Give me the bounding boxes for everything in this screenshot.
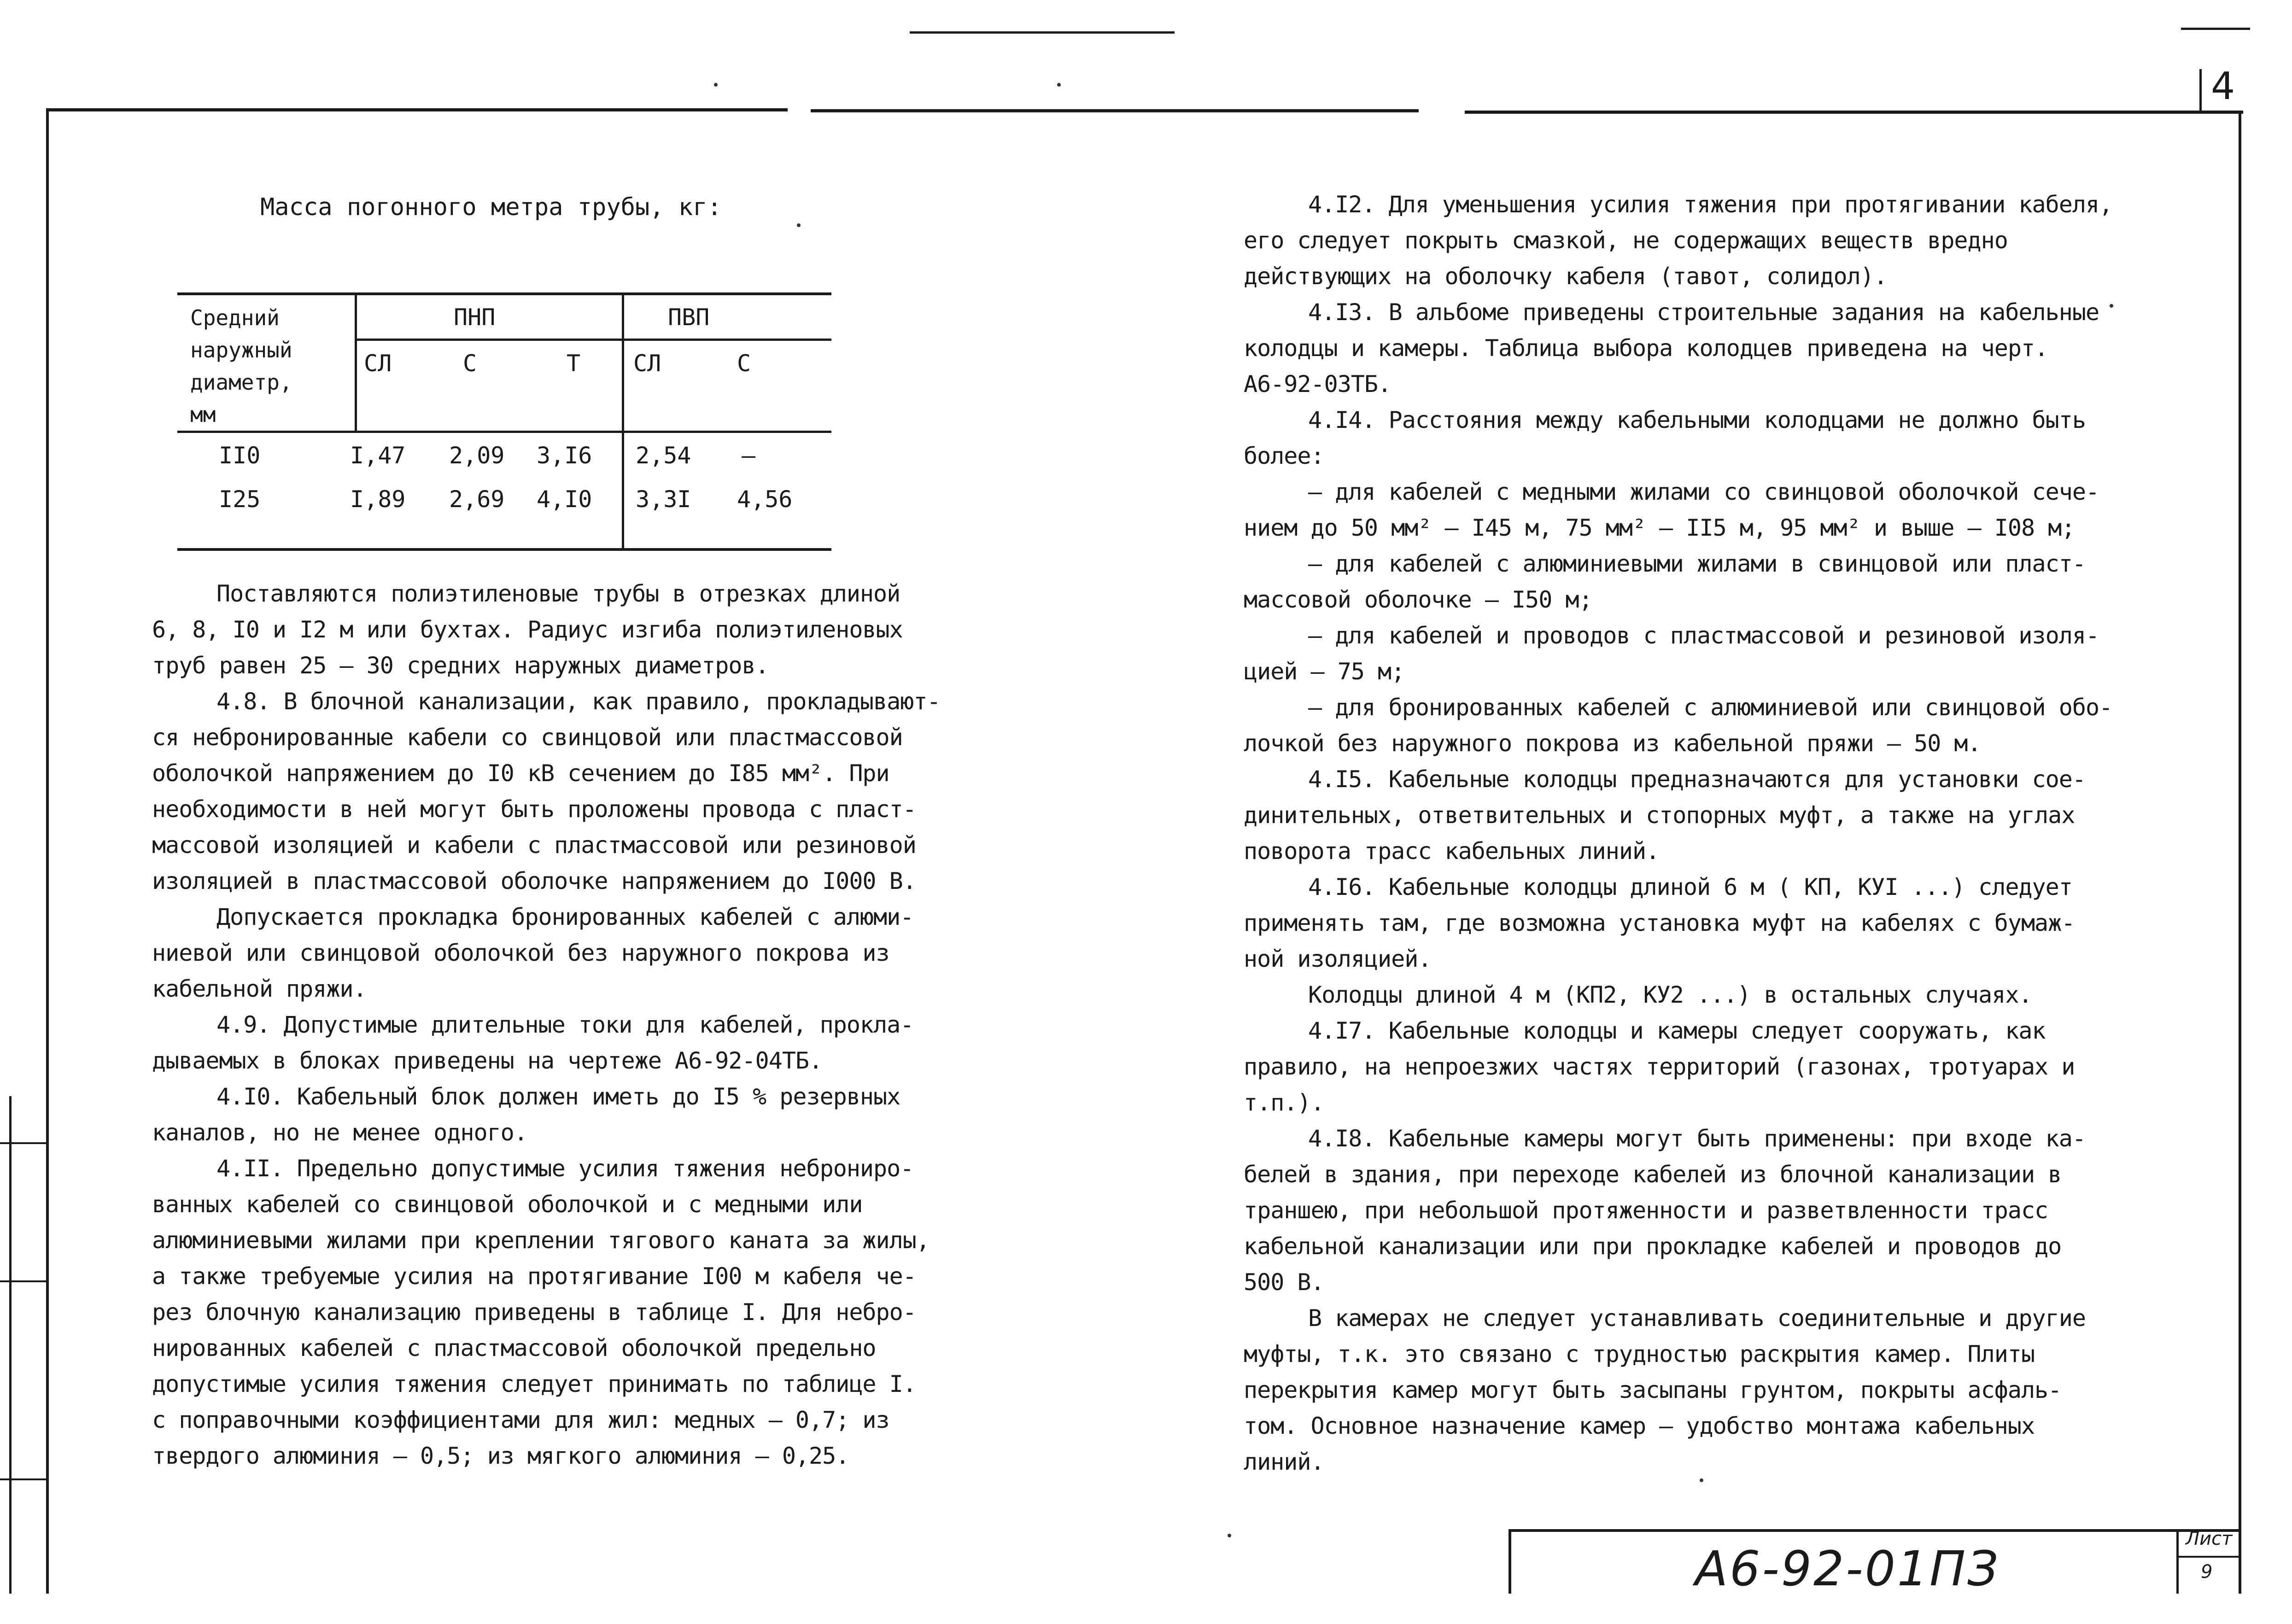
text-line: дываемых в блоках приведены на чертеже А6-92-04ТБ. [152,1047,823,1074]
text-line: ниевой или свинцовой оболочкой без наружного покрова из [152,940,889,966]
pipe-mass-table [177,292,831,553]
text-line: цией – 75 м; [1244,658,1405,685]
text-line: 4.I8. Кабельные камеры могут быть применены: при входе ка- [1308,1125,2086,1152]
text-line: необходимости в ней могут быть проложены провода с пласт- [152,796,916,823]
text-line: колодцы и камеры. Таблица выбора колодцев приведена на черт. [1244,335,2048,362]
table-cell: 4,56 [737,486,793,513]
scan-dot [2110,304,2113,308]
text-line: – для кабелей с медными жилами со свинцовой оболочкой сече- [1308,479,2099,505]
scan-dot [714,83,718,87]
table-cell: 3,I6 [537,442,592,469]
top-right-mark [2181,28,2250,30]
frame-top-border [1465,111,2243,114]
text-line: нием до 50 мм² – I45 м, 75 мм² – II5 м, 95 мм² и выше – I08 м; [1244,514,2075,541]
paragraph [152,1079,1018,1151]
text-line: лочкой без наружного покрова из кабельной пряжи – 50 м. [1244,730,1981,757]
text-line: перекрытия камер могут быть засыпаны грунтом, покрыты асфаль- [1244,1377,2062,1403]
text-line: более: [1244,443,1324,469]
paragraph [1244,761,2183,869]
row-diameter: I25 [219,486,261,513]
table-cell: I,89 [350,486,406,513]
stamp-sheet-divider [2176,1529,2179,1594]
binding-margin-line [9,1096,12,1594]
text-line: ной изоляцией. [1244,946,1432,972]
paragraph [1244,1013,2183,1121]
scan-dot [1228,1534,1231,1537]
text-line: Поставляются полиэтиленовые трубы в отрезках длиной [216,580,900,607]
text-line: применять там, где возможна установка муфт на кабелях с бумаж- [1244,910,2075,936]
sheet-number: 9 [2201,1561,2213,1583]
table-cell: 2,09 [449,442,505,469]
text-line: с поправочными коэффициентами для жил: медных – 0,7; из [152,1407,889,1433]
frame-right-border [2239,111,2241,1594]
row-header-line: Средний [190,305,280,330]
text-line: алюминиевыми жилами при креплении тягового каната за жилы, [152,1227,930,1254]
subheader-t: Т [567,350,581,377]
text-line: Допускается прокладка бронированных кабелей с алюми- [216,904,914,930]
paragraph [1244,618,2183,689]
text-line: каналов, но не менее одного. [152,1119,527,1146]
subheader-sl: СЛ [364,350,392,377]
text-line: кабельной канализации или при прокладке кабелей и проводов до [1244,1233,2062,1260]
text-line: – для кабелей и проводов с пластмассовой и резиновой изоля- [1308,622,2099,649]
text-line: том. Основное назначение камер – удобство монтажа кабельных [1244,1413,2035,1439]
paragraph [152,899,1018,1007]
table-cell: I,47 [350,442,406,469]
table-top-rule [177,292,831,295]
page-number-divider [2199,69,2202,113]
table-subheader-rule [355,339,831,341]
table-cell: 2,69 [449,486,505,513]
paragraph [1244,294,2183,402]
group-header-pnp: ПНП [454,304,496,331]
subheader-s: С [737,350,751,377]
row-diameter: II0 [219,442,261,469]
scan-dot [797,223,801,227]
text-line: рез блочную канализацию приведены в таблице I. Для небро- [152,1299,916,1326]
text-line: оболочкой напряжением до I0 кВ сечением до I85 мм². При [152,760,889,787]
frame-left-border [46,108,49,1594]
text-line: А6-92-03ТБ. [1244,371,1392,397]
stamp-left-border [1509,1529,1511,1594]
text-line: ся небронированные кабели со свинцовой или пластмассовой [152,724,903,751]
text-line: т.п.). [1244,1089,1324,1116]
paragraph [1244,1300,2183,1480]
table-cell: 4,I0 [537,486,592,513]
stamp-sheet-rule [2176,1556,2241,1558]
page-number: 4 [2211,64,2235,108]
binding-margin-tick [0,1478,46,1480]
text-line: 4.II. Предельно допустимые усилия тяжения небронирo- [216,1155,914,1182]
paragraph [152,576,1018,683]
text-line: 4.8. В блочной канализации, как правило, прокладывают- [216,688,941,715]
text-line: 4.I6. Кабельные колодцы длиной 6 м ( КП, КУI ...) следует [1308,874,2072,900]
mass-table-title: Масса погонного метра трубы, кг: [260,193,722,221]
text-line: – для кабелей с алюминиевыми жилами в свинцовой или пласт- [1308,550,2086,577]
table-cell: – [742,442,756,469]
text-line: правило, на непроезжих частях территорий (газонах, тротуарах и [1244,1053,2075,1080]
text-line: труб равен 25 – 30 средних наружных диаметров. [152,652,769,679]
paragraph [1244,402,2183,474]
text-line: динительных, ответвительных и стопорных муфт, а также на углах [1244,802,2075,829]
text-line: 4.I3. В альбоме приведены строительные задания на кабельные [1308,299,2099,326]
top-rule-fragment [910,31,1175,34]
text-line: 4.9. Допустимые длительные токи для кабелей, прокла- [216,1011,914,1038]
document-code: А6-92-01ПЗ [1695,1541,2000,1597]
subheader-s: С [463,350,477,377]
left-text-column [152,576,1018,1474]
text-line: действующих на оболочку кабеля (тавот, солидол). [1244,263,1887,290]
binding-margin-tick [0,1142,46,1144]
row-header-line: мм [190,402,216,427]
text-line: изоляцией в пластмассовой оболочке напряжением до I000 В. [152,868,916,894]
scan-dot [1057,83,1061,87]
paragraph [152,1007,1018,1079]
text-line: белей в здания, при переходе кабелей из блочной канализации в [1244,1161,2062,1188]
text-line: а также требуемые усилия на протягивание I00 м кабеля че- [152,1263,916,1290]
text-line: 4.I2. Для уменьшения усилия тяжения при протягивании кабеля, [1308,191,2113,218]
text-line: 500 В. [1244,1269,1324,1296]
subheader-sl: СЛ [633,350,661,377]
text-line: твердого алюминия – 0,5; из мягкого алюминия – 0,25. [152,1443,849,1469]
table-cell: 3,3I [636,486,691,513]
table-col-divider [355,292,357,431]
paragraph [1244,187,2183,294]
binding-margin-tick [0,1280,46,1282]
paragraph [1244,546,2183,618]
sheet-label: Лист [2186,1528,2233,1549]
text-line: массовой оболочке – I50 м; [1244,586,1592,613]
stamp-top-border [1509,1529,2241,1532]
text-line: траншею, при небольшой протяженности и разветвленности трасс [1244,1197,2048,1224]
table-bottom-rule [177,548,831,551]
text-line: 4.I0. Кабельный блок должен иметь до I5 % резервных [216,1083,900,1110]
table-group-divider [622,292,624,551]
text-line: 4.I7. Кабельные колодцы и камеры следует сооружать, как [1308,1017,2046,1044]
text-line: 4.I4. Расстояния между кабельными колодцами не должно быть [1308,407,2086,433]
text-line: В камерах не следует устанавливать соединительные и другие [1308,1305,2086,1332]
paragraph [1244,869,2183,977]
paragraph [1244,1121,2183,1300]
right-text-column [1244,187,2183,1480]
paragraph [152,1151,1018,1474]
text-line: ванных кабелей со свинцовой оболочкой и с медными или [152,1191,863,1218]
text-line: 4.I5. Кабельные колодцы предназначаются для установки сое- [1308,766,2086,793]
paragraph [1244,689,2183,761]
table-header-bottom-rule [177,431,831,433]
text-line: нированных кабелей с пластмассовой оболочкой предельно [152,1335,876,1361]
scan-dot [1700,1478,1703,1482]
paragraph [1244,474,2183,546]
text-line: Колодцы длиной 4 м (КП2, КУ2 ...) в остальных случаях. [1308,981,2032,1008]
text-line: допустимые усилия тяжения следует принимать по таблице I. [152,1371,916,1397]
frame-top-border [46,108,788,111]
group-header-pvp: ПВП [668,304,710,331]
text-line: – для бронированных кабелей с алюминиевой или свинцовой обо- [1308,694,2113,721]
frame-top-border [811,109,1419,112]
text-line: муфты, т.к. это связано с трудностью раскрытия камер. Плиты [1244,1341,2035,1367]
paragraph [152,683,1018,899]
text-line: 6, 8, I0 и I2 м или бухтах. Радиус изгиба полиэтиленовых [152,616,903,643]
text-line: его следует покрыть смазкой, не содержащих веществ вредно [1244,227,2008,254]
text-line: поворота трасс кабельных линий. [1244,838,1660,865]
text-line: линий. [1244,1449,1324,1475]
text-line: кабельной пряжи. [152,976,367,1002]
table-cell: 2,54 [636,442,691,469]
row-header-line: диаметр, [190,370,292,395]
text-line: массовой изоляцией и кабели с пластмассовой или резиновой [152,832,916,859]
row-header-line: наружный [190,338,292,362]
paragraph [1244,977,2183,1013]
